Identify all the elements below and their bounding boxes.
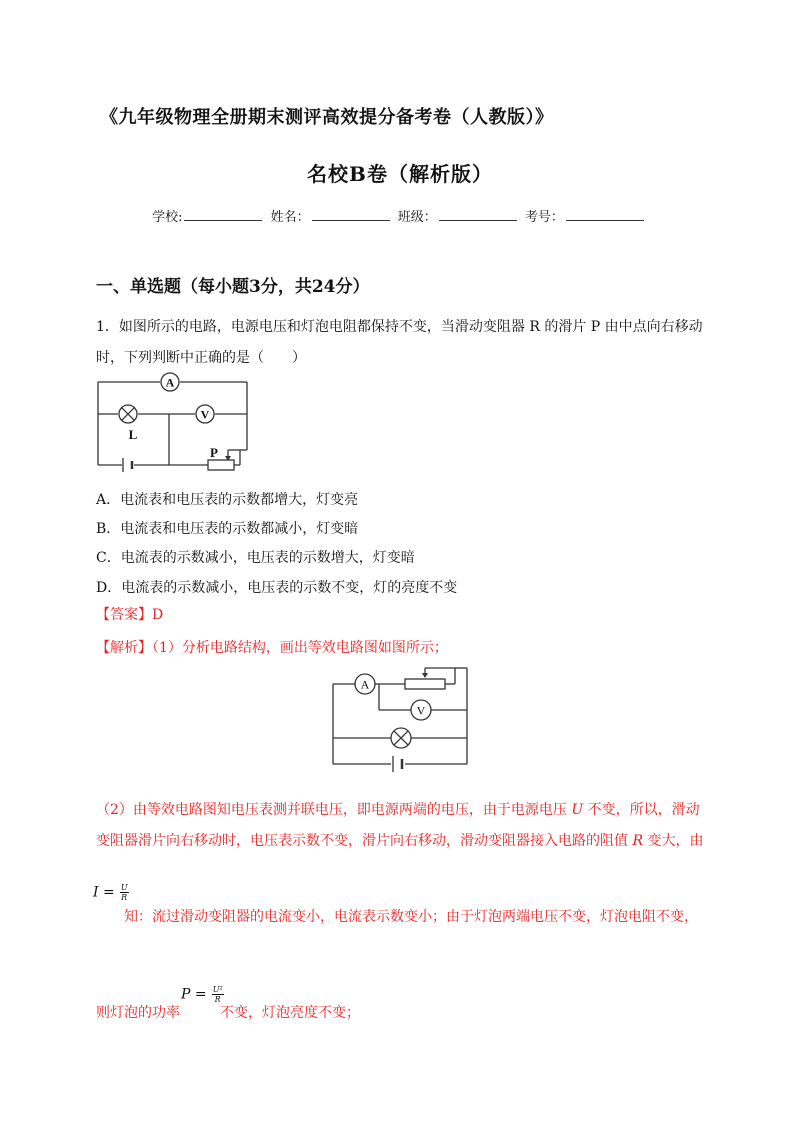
analysis-step-2-line-4-end: 不变，灯泡亮度不变； [220,1005,360,1021]
class-label: 班级： [397,210,437,225]
analysis-text: （2）由等效电路图知电压表测并联电压，即电源两端的电压，由于电源电压 [96,802,572,818]
fraction [120,883,129,902]
exam-number-blank[interactable] [566,208,644,221]
slider-label: P [210,445,218,460]
question-1-line-2: 时，下列判断中正确的是（ ） [96,350,306,366]
analysis-text: 则灯泡的功率 [96,1005,180,1021]
formula-power [181,984,224,1004]
name-label: 姓名： [270,210,310,225]
fraction-denominator: R [214,995,221,1004]
answer-tag: 【答案】 [96,607,152,623]
formula-lhs: P = [181,986,207,1003]
analysis-step-2-line-1 [96,799,700,819]
question-circuit-diagram [90,372,260,472]
analysis-text: 变大，由 [643,833,704,849]
student-info-line [0,206,800,225]
variable-u: U [571,802,584,818]
answer-line [96,604,163,624]
equivalent-circuit-diagram [325,660,475,775]
eq-ammeter-label: A [360,677,370,692]
voltmeter-label: V [200,407,210,422]
analysis-tag: 【解析】 [96,640,152,656]
exam-number-label: 考号： [524,210,564,225]
section-heading: 一、单选题（每小题3分，共24分） [96,277,370,297]
slider-arrow-icon [422,673,428,678]
class-blank[interactable] [439,208,517,221]
name-blank[interactable] [312,208,390,221]
analysis-step-2-line-2 [96,830,703,850]
fraction-denominator: R [121,893,128,902]
analysis-step-2-line-4 [96,1002,180,1022]
lamp-label: L [128,427,138,442]
fraction-numerator: U [120,883,128,892]
analysis-line-1 [96,637,448,657]
fraction-numerator: U² [212,985,223,994]
question-1-line-1: 1．如图所示的电路，电源电压和灯泡电阻都保持不变，当滑动变阻器 R 的滑片 P 由中点向右移动 [96,319,703,335]
option-d[interactable]: D．电流表的示数减小，电压表的示数不变，灯的亮度不变 [96,580,458,596]
series-title: 《九年级物理全册期末测评高效提分备考卷（人教版）》 [100,107,554,128]
paper-subtitle: 名校B卷（解析版） [307,162,493,186]
variable-r: R [632,833,643,849]
answer-value: D [152,607,164,623]
option-c[interactable]: C．电流表的示数减小，电压表的示数增大，灯变暗 [96,550,415,566]
option-b[interactable]: B．电流表和电压表的示数都减小，灯变暗 [96,521,359,537]
formula-ohms-law [93,882,129,902]
analysis-step-1: （1）分析电路结构，画出等效电路图如图所示； [152,640,448,656]
option-a[interactable]: A．电流表和电压表的示数都增大，灯变亮 [96,492,359,508]
school-label: 学校: [152,210,183,225]
school-blank[interactable] [184,208,262,221]
analysis-text: 不变，所以，滑动 [583,802,700,818]
ammeter-label: A [165,375,175,390]
formula-lhs: I = [93,884,115,901]
analysis-text: 变阻器滑片向右移动时，电压表示数不变，滑片向右移动，滑动变阻器接入电路的阻值 [96,833,633,849]
analysis-step-2-line-3: 知：流过滑动变阻器的电流变小，电流表示数变小；由于灯泡两端电压不变，灯泡电阻不变， [124,909,698,925]
eq-voltmeter-label: V [416,703,426,718]
